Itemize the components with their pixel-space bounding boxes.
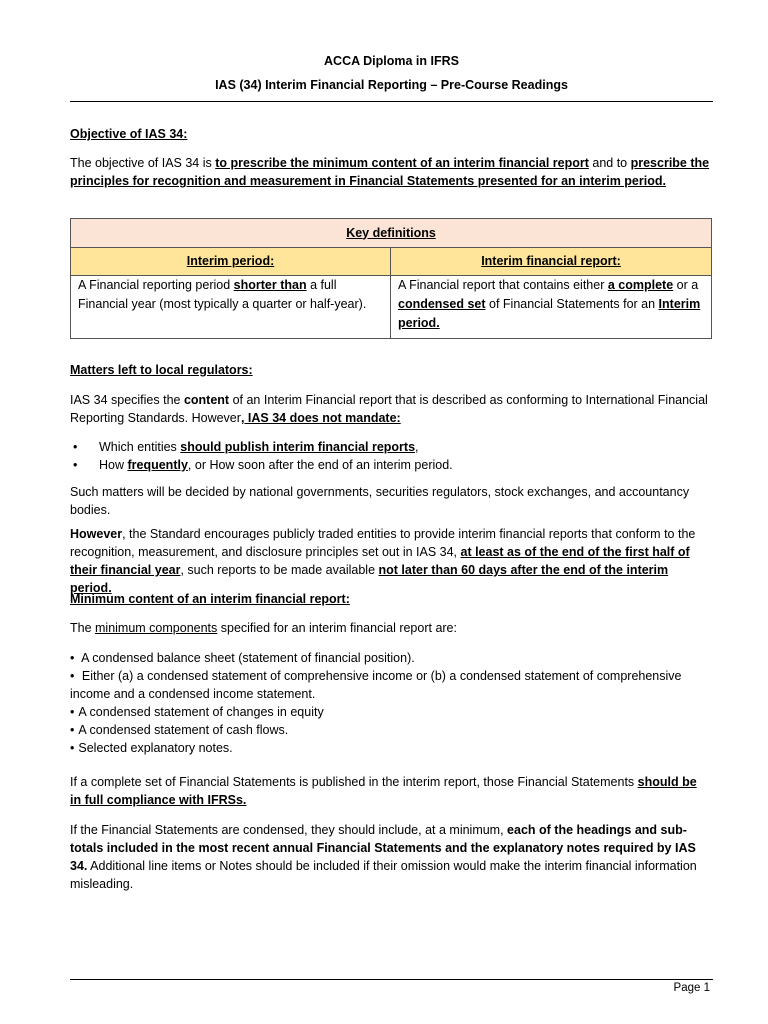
interim-report-heading: Interim financial report: xyxy=(481,254,621,268)
header-topic-title: IAS (34) Interim Financial Reporting – Pre-Course Readings xyxy=(215,78,568,92)
minimum-intro: The minimum components specified for an interim financial report are: xyxy=(70,621,457,635)
bullet-mark: • xyxy=(70,741,75,755)
list-item-text: A condensed balance sheet (statement of financial position). xyxy=(78,651,415,665)
objective-heading-text: Objective of IAS 34: xyxy=(70,127,188,141)
list-item-text: How frequently, or How soon after the end of an interim period. xyxy=(99,458,453,472)
key-definitions-table xyxy=(70,218,712,339)
interim-report-definition: A Financial report that contains either a complete or a condensed set of Financial Statements for an Interim period. xyxy=(391,276,712,339)
list-item-text: Either (a) a condensed statement of comprehensive income or (b) a condensed statement of comprehensive income and a condensed income statement. xyxy=(70,669,682,701)
matters-heading xyxy=(70,361,710,379)
bullet-mark: • xyxy=(70,723,75,737)
interim-period-heading: Interim period: xyxy=(186,254,275,268)
matters-paragraph-decided: Such matters will be decided by national governments, securities regulators, stock exchanges, and accountancy bodies. xyxy=(70,485,690,517)
list-item xyxy=(70,739,710,757)
key-definitions-title-text: Key definitions xyxy=(346,225,436,240)
key-definitions-title xyxy=(71,219,712,248)
header-course-title: ACCA Diploma in IFRS xyxy=(324,54,459,68)
matters-paragraph-however: However, the Standard encourages publicly traded entities to provide interim financial reports that conform to the recognition, measurement, and disclosure principles set out in IAS 34, at least as of the end of the first half of their financial year, such reports to be made available not later than 60 days after the end of the interim period. xyxy=(70,527,696,595)
interim-period-definition: A Financial reporting period shorter than a full Financial year (most typically a quarter or half-year). xyxy=(71,276,391,339)
document-header xyxy=(70,52,713,100)
bullet-mark: • xyxy=(73,458,78,472)
list-item xyxy=(70,703,710,721)
bullet-mark: • xyxy=(70,705,75,719)
list-item xyxy=(70,438,710,456)
list-item xyxy=(70,649,710,667)
list-item xyxy=(70,667,710,703)
list-item xyxy=(70,721,710,739)
matters-heading-text: Matters left to local regulators: xyxy=(70,363,253,377)
interim-period-heading-cell xyxy=(71,248,391,276)
objective-heading xyxy=(70,125,710,143)
complete-set-paragraph: If a complete set of Financial Statements is published in the interim report, those Financial Statements should be in full compliance with IFRSs. xyxy=(70,775,697,807)
bullet-mark: • xyxy=(73,440,78,454)
list-item-text: A condensed statement of cash flows. xyxy=(78,723,289,737)
bullet-mark: • xyxy=(70,651,75,665)
minimum-components-list xyxy=(70,649,710,757)
regulators-bullet-list xyxy=(70,438,710,474)
header-divider xyxy=(70,101,713,102)
page-number: Page 1 xyxy=(673,982,710,994)
matters-intro: IAS 34 specifies the content of an Interim Financial report that is described as conforming to International Financial Reporting Standards. However, IAS 34 does not mandate: xyxy=(70,393,708,425)
bullet-mark: • xyxy=(70,669,75,683)
interim-report-heading-cell xyxy=(391,248,712,276)
condensed-paragraph: If the Financial Statements are condensed, they should include, at a minimum, each of the headings and sub-totals included in the most recent annual Financial Statements and the explanatory notes required by IAS 34. Additional line items or Notes should be included if their omission would make the interim financial information misleading. xyxy=(70,823,697,891)
minimum-content-heading xyxy=(70,590,710,608)
objective-paragraph: The objective of IAS 34 is to prescribe the minimum content of an interim financial report and to prescribe the principles for recognition and measurement in Financial Statements presented for an interim period. xyxy=(70,156,710,188)
minimum-content-heading-text: Minimum content of an interim financial report: xyxy=(70,592,350,606)
list-item-text: A condensed statement of changes in equity xyxy=(78,705,324,719)
list-item xyxy=(70,456,710,474)
footer-divider xyxy=(70,979,713,980)
list-item-text: Which entities should publish interim financial reports, xyxy=(99,440,419,454)
list-item-text: Selected explanatory notes. xyxy=(78,741,233,755)
